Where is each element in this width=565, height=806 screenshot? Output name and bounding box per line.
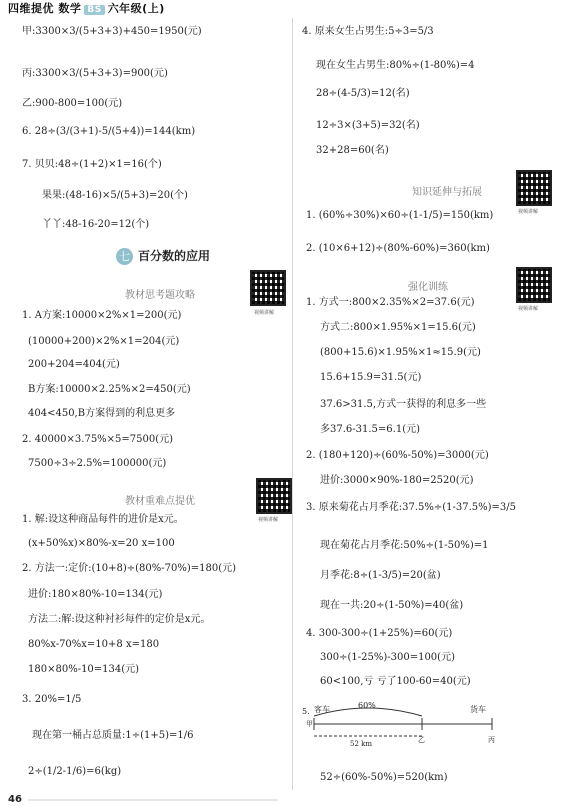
header-prefix: 四维提优 数学 (8, 2, 82, 15)
line: (x+50%x)×80%-x=20 x=100 (28, 538, 175, 549)
line: (800+15.6)×1.95%×1≈15.9(元) (320, 347, 481, 358)
line: 2. (10×6+12)÷(80%-60%)=360(km) (306, 243, 490, 254)
line: 2÷(1/2-1/6)=6(kg) (28, 766, 122, 777)
line: 现在一共:20÷(1-50%)=40(盆) (320, 600, 464, 611)
diagram-right-label: 货车 (470, 705, 486, 714)
chapter-title (116, 245, 210, 265)
column-divider (292, 18, 293, 790)
line: 现在菊花占月季花:50%÷(1-50%)=1 (320, 540, 489, 551)
line: 3. 20%=1/5 (22, 694, 82, 705)
line: 丙:3300×3/(5+3+3)=900(元) (22, 68, 168, 79)
diagram-left-label: 客车 (314, 705, 330, 714)
line: 28÷(4-5/3)=12(名) (316, 88, 410, 99)
line: 2. (180+120)÷(60%-50%)=3000(元) (306, 450, 489, 461)
footer-bar (28, 799, 278, 801)
line: 现在第一桶占总质量:1÷(1+5)=1/6 (32, 730, 194, 741)
line: 多37.6-31.5=6.1(元) (320, 424, 420, 435)
line: 37.6>31.5,方式一获得的利息多一些 (320, 399, 487, 410)
line: 80%x-70%x=10+8 x=180 (28, 639, 160, 650)
line: 3. 原来菊花占月季花:37.5%÷(1-37.5%)=3/5 (306, 502, 517, 513)
line: 4. 300-300÷(1+25%)=60(元) (306, 628, 453, 639)
section-title: 知识延伸与拓展 (412, 187, 482, 198)
header-badge: BS (84, 5, 104, 15)
line: 月季花:8÷(1-3/5)=20(盆) (320, 570, 441, 581)
line: 乙:900-800=100(元) (22, 98, 123, 109)
line: 进价:3000×90%-180=2520(元) (320, 475, 474, 486)
line: 300÷(1-25%)-300=100(元) (320, 652, 455, 663)
line: 60<100,亏 亏了100-60=40(元) (320, 676, 471, 687)
section-title: 教材思考题攻略 (125, 290, 195, 301)
qr-label: 视频讲解 (518, 209, 539, 215)
line: 方式二:800×1.95%×1=15.6(元) (320, 322, 476, 333)
line: 1. 方式一:800×2.35%×2=37.6(元) (306, 297, 475, 308)
diagram-q: 5. (302, 707, 310, 716)
diagram-c: 丙 (488, 736, 495, 744)
line: 15.6+15.9=31.5(元) (320, 372, 422, 383)
line: 2. 方法一:定价:(10+8)÷(80%-70%)=180(元) (22, 563, 237, 574)
line: 果果:(48-16)×5/(5+3)=20(个) (42, 190, 188, 201)
section-title: 教材重难点提优 (125, 496, 195, 507)
line: 32+28=60(名) (316, 145, 389, 156)
chapter-badge: 七 (116, 248, 133, 265)
line: 4. 原来女生占男生:5÷3=5/3 (302, 26, 434, 37)
qr-code-icon[interactable] (516, 170, 552, 206)
diagram-a: 甲 (306, 720, 313, 728)
qr-label: 视频讲解 (258, 517, 279, 523)
line: 2. 40000×3.75%×5=7500(元) (22, 434, 174, 445)
line: 12÷3×(3+5)=32(名) (316, 120, 420, 131)
line: 180×80%-10=134(元) (28, 664, 140, 675)
page-header (8, 0, 165, 16)
line: 6. 28÷(3/(3+1)-5/(5+4))=144(km) (22, 126, 196, 137)
line: B方案:10000×2.25%×2=450(元) (28, 384, 191, 395)
line: 1. A方案:10000×2%×1=200(元) (22, 310, 182, 321)
qr-label: 视频讲解 (254, 310, 275, 316)
header-suffix: 六年级(上) (107, 2, 165, 15)
diagram-mid: 52 km (350, 740, 373, 748)
page-number: 46 (8, 794, 22, 805)
line: 1. 解:设这种商品每件的进价是x元。 (22, 514, 184, 525)
chapter-title-text: 百分数的应用 (138, 249, 211, 263)
line: 404<450,B方案得到的利息更多 (28, 408, 176, 419)
diagram-pct: 60% (358, 701, 376, 710)
line: 52÷(60%-50%)=520(km) (320, 772, 448, 783)
qr-code-icon[interactable] (256, 478, 292, 514)
line: (10000+200)×2%×1=204(元) (28, 336, 180, 347)
line: 7500÷3÷2.5%=100000(元) (28, 458, 167, 469)
line: 甲:3300×3/(5+3+3)+450=1950(元) (22, 26, 202, 37)
qr-code-icon[interactable] (250, 270, 286, 306)
diagram-b: 乙 (418, 736, 425, 744)
line: 1. (60%÷30%)×60÷(1-1/5)=150(km) (306, 210, 494, 221)
qr-label: 视频讲解 (518, 306, 539, 312)
line: 进价:180×80%-10=134(元) (28, 589, 163, 600)
line: 现在女生占男生:80%÷(1-80%)=4 (316, 60, 475, 71)
qr-code-icon[interactable] (516, 267, 552, 303)
line: 方法二:解:设这种衬衫每件的定价是x元。 (28, 614, 211, 625)
line: 200+204=404(元) (28, 359, 120, 370)
section-title: 强化训练 (408, 282, 448, 293)
line: 7. 贝贝:48÷(1+2)×1=16(个) (22, 159, 162, 170)
line: 丫丫:48-16-20=12(个) (42, 219, 150, 230)
